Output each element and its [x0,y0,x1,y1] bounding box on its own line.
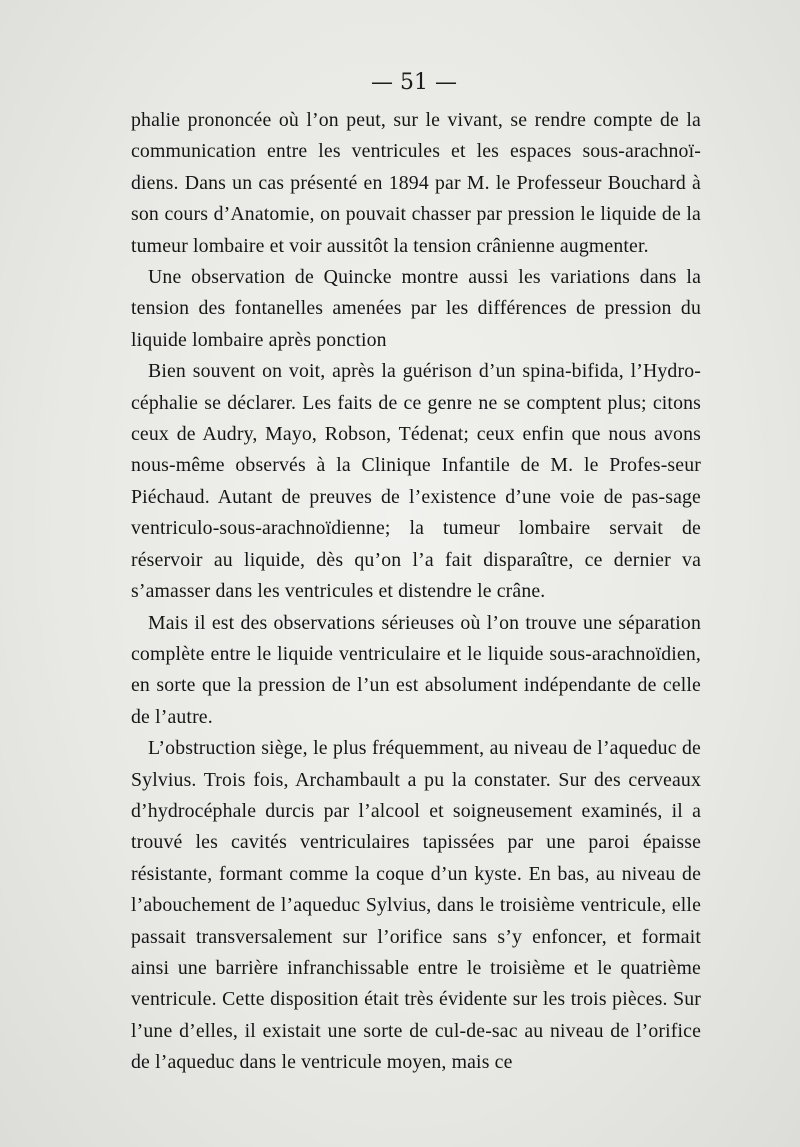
body-text [131,105,701,1079]
paragraph-1: phalie prononcée où l’on peut, sur le vivant, se rendre compte de la communication entre les ventricules et les espaces sous-arachnoï-diens. Dans un cas présenté en 1894 par M. le Professeur Bouchard à son cours d’Anatomie, on pouvait chasser par pression le liquide de la tumeur lombaire et voir aussitôt la tension crânienne augmenter. [131,109,701,257]
paragraph-5: L’obstruction siège, le plus fréquemment, au niveau de l’aqueduc de Sylvius. Trois fois, Archambault a pu la constater. Sur des cerveaux d’hydrocéphale durcis par l’alcool et soigneusement examinés, il a trouvé les cavités ventriculaires tapissées par une paroi épaisse résistante, formant comme la coque d’un kyste. En bas, au niveau de l’abouchement de l’aqueduc Sylvius, dans le troisième ventricule, elle passait transversalement sur l’orifice sans s’y enfoncer, et formait ainsi une barrière infranchissable entre le troisième et le quatrième ventricule. Cette disposition était très évidente sur les trois pièces. Sur l’une d’elles, il existait une sorte de cul-de-sac au niveau de l’orifice de l’aqueduc dans le ventricule moyen, mais ce [131,737,701,1074]
page-number: — 51 — [371,70,457,95]
paragraph-3: Bien souvent on voit, après la guérison d’un spina-bifida, l’Hydro-céphalie se déclarer. Les faits de ce genre ne se comptent plus; citons ceux de Audry, Mayo, Robson, Tédenat; ceux enfin que nous avons nous-même observés à la Clinique Infantile de M. le Profes-seur Piéchaud. Autant de preuves de l’existence d’une voie de pas-sage ventriculo-sous-arachnoïdienne; la tumeur lombaire servait de réservoir au liquide, dès qu’on l’a fait disparaître, ce dernier va s’amasser dans les ventricules et distendre le crâne. [131,360,701,603]
paragraph-4: Mais il est des observations sérieuses où l’on trouve une séparation complète entre le liquide ventriculaire et le liquide sous-arachnoïdien, en sorte que la pression de l’un est absolument indépendante de celle de l’autre. [131,611,701,728]
paragraph-2: Une observation de Quincke montre aussi les variations dans la tension des fontanelles amenées par les différences de pression du liquide lombaire après ponction [131,266,701,351]
